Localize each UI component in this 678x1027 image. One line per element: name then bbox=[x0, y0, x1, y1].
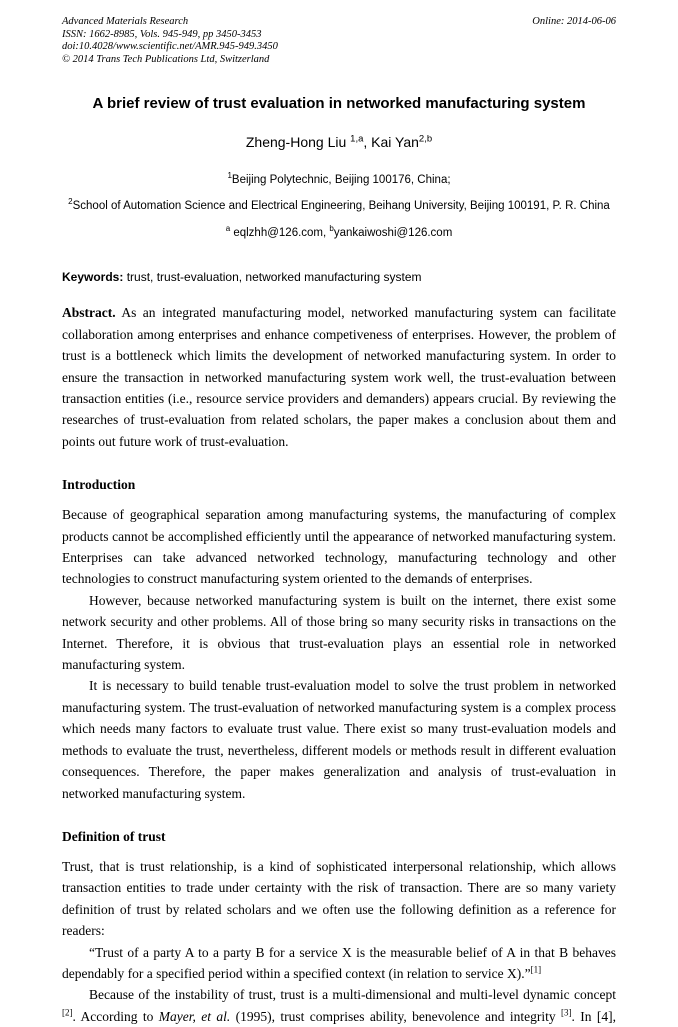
superscript: [3] bbox=[561, 1007, 572, 1018]
journal-header-left bbox=[62, 16, 278, 66]
superscript: 2,b bbox=[418, 133, 433, 145]
text-run: Because of the instability of trust, trust is a multi-dimensional and multi-level dynamic concept bbox=[89, 987, 616, 1003]
abstract bbox=[62, 302, 616, 452]
journal-header bbox=[62, 16, 616, 66]
text-run: Because of geographical separation among manufacturing systems, the manufacturing of complex products cannot be accomplished efficiently until the appearance of networked manufacturing system. Enterprises can take advanced networked technology, manufacturing technology and other technologies to construct manufacturing system oriented to the demands of enterprises. bbox=[62, 507, 616, 587]
section-heading: Definition of trust bbox=[62, 828, 166, 844]
text-run: Zheng-Hong Liu bbox=[245, 134, 351, 151]
paper-title: A brief review of trust evaluation in networked manufacturing system bbox=[92, 95, 586, 113]
paragraph bbox=[62, 942, 616, 985]
superscript: [1] bbox=[530, 964, 542, 975]
text-run: , Kai Yan bbox=[363, 134, 419, 151]
doi-line: doi:10.4028/www.scientific.net/AMR.945-949.3450 bbox=[62, 41, 278, 53]
abstract-label: Abstract. bbox=[62, 305, 116, 321]
text-run: School of Automation Science and Electrical Engineering, Beihang University, Beijing 100191, P. R. China bbox=[72, 200, 610, 213]
text-run: yankaiwoshi@126.com bbox=[333, 227, 453, 240]
superscript: [2] bbox=[62, 1007, 73, 1018]
superscript: 2 bbox=[68, 197, 73, 207]
paragraph bbox=[62, 856, 616, 942]
affiliation-1 bbox=[62, 172, 616, 189]
text-run: Trust, that is trust relationship, is a kind of sophisticated interpersonal relationship, which allows transaction entities to trade under certainty with the risk of transaction. There are so many variety definition of trust by related scholars and we often use the following definition as a reference for readers: bbox=[62, 858, 616, 939]
superscript: a bbox=[225, 224, 231, 234]
paragraph bbox=[62, 504, 616, 590]
section-heading: Introduction bbox=[62, 477, 136, 493]
abstract-text: As an integrated manufacturing model, networked manufacturing system can facilitate collaboration among enterprises and enhance competiveness of enterprises. However, the problem of trust is a bottleneck which limits the development of networked manufacturing system. In order to ensure the transaction in networked manufacturing system work well, the trust-evaluation between transaction entities (i.e., resource service providers and demanders) appears crucial. By reviewing the researches of trust-evaluation from related scholars, the paper makes a conclusion about them and points out future work of trust-evaluation. bbox=[62, 305, 616, 449]
superscript: b bbox=[329, 224, 334, 234]
issn-line: ISSN: 1662-8985, Vols. 945-949, pp 3450-3453 bbox=[62, 28, 262, 40]
keywords-label: Keywords: bbox=[62, 270, 124, 285]
text-run: (1995), trust comprises ability, benevolence and integrity bbox=[230, 1008, 561, 1024]
text-run: It is necessary to build tenable trust-evaluation model to solve the trust problem in networked manufacturing system. The trust-evaluation of networked manufacturing system is a complex process which needs many factors to evaluate trust value. There exist so many trust-evaluation models and methods to evaluate the trust, nevertheless, different models or methods result in different evaluation consequences. Therefore, the paper makes generalization and analysis of trust-evaluation in networked manufacturing system. bbox=[62, 678, 616, 801]
journal-name: Advanced Materials Research bbox=[62, 16, 189, 27]
section bbox=[62, 828, 616, 1027]
online-date: Online: 2014-06-06 bbox=[532, 16, 616, 27]
text-run: Beijing Polytechnic, Beijing 100176, China; bbox=[231, 174, 451, 187]
copyright-line: © 2014 Trans Tech Publications Ltd, Switzerland bbox=[62, 53, 270, 65]
text-run: However, because networked manufacturing system is built on the internet, there exist some network security and other problems. All of those bring so many security risks in transactions on the Internet. Therefore, it is obvious that trust-evaluation plays an essential role in networked manufacturing system. bbox=[62, 592, 616, 673]
affiliation-2 bbox=[62, 198, 616, 215]
superscript: 1,a bbox=[350, 133, 364, 145]
keywords-line bbox=[62, 269, 616, 285]
author-line bbox=[62, 133, 616, 151]
superscript: 1 bbox=[227, 171, 232, 181]
paragraph bbox=[62, 984, 616, 1027]
paragraph bbox=[62, 675, 616, 803]
section-list bbox=[62, 476, 616, 1027]
text-run: Mayer, et al. bbox=[158, 1008, 231, 1024]
text-run: eqlzhh@126.com, bbox=[230, 227, 330, 240]
text-run: “Trust of a party A to a party B for a service X is the measurable belief of A in that B behaves dependably for a specified period within a specified context (in relation to service X).” bbox=[62, 944, 616, 981]
email-line bbox=[62, 225, 616, 242]
section bbox=[62, 476, 616, 804]
paragraph bbox=[62, 590, 616, 676]
keywords-text: trust, trust-evaluation, networked manufacturing system bbox=[123, 270, 422, 285]
text-run: . According to bbox=[72, 1008, 159, 1024]
text-run: . In [4], bbox=[571, 1008, 616, 1024]
